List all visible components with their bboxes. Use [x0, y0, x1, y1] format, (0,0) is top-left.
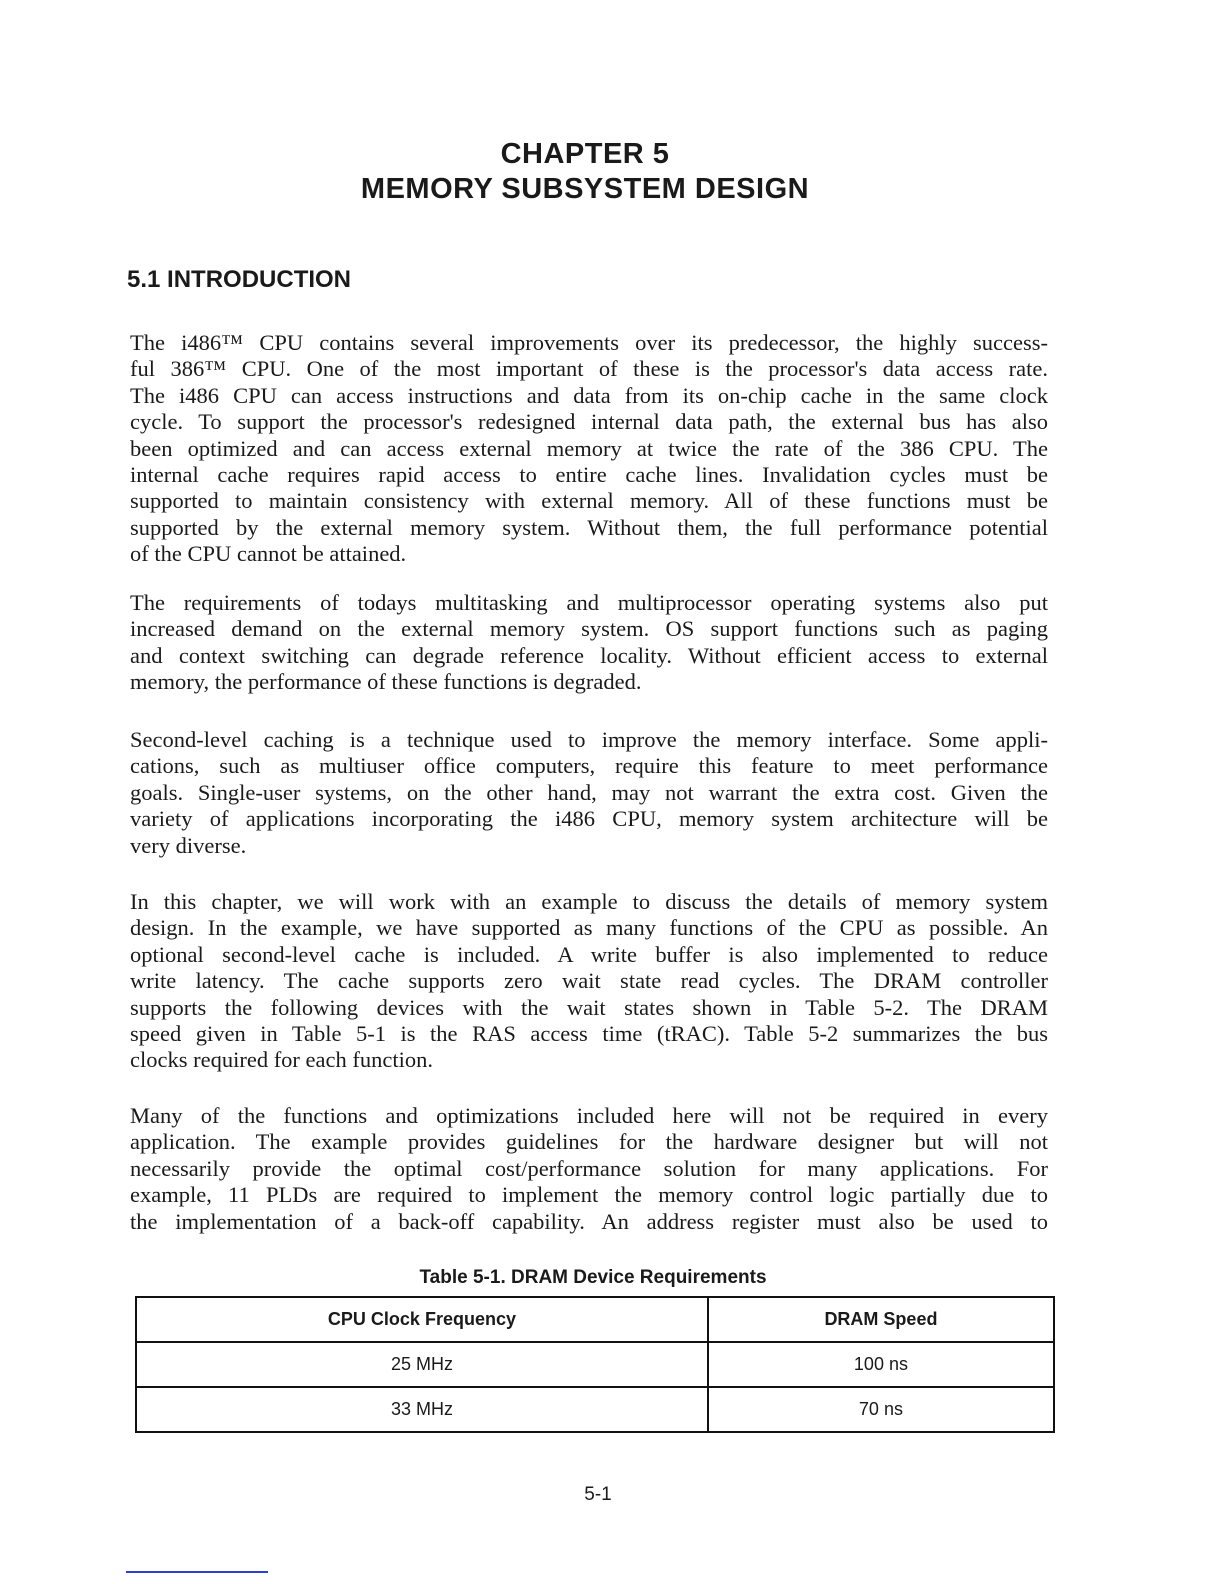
column-header: CPU Clock Frequency: [136, 1297, 708, 1342]
paragraph-line: Second-level caching is a technique used to improve the memory interface. Some appli-: [130, 727, 1048, 752]
body-paragraph: [130, 1103, 1048, 1235]
paragraph-line: The i486 CPU can access instructions and data from its on-chip cache in the same clock: [130, 382, 1048, 408]
body-paragraph: [130, 330, 1048, 568]
paragraph-line: internal cache requires rapid access to entire cache lines. Invalidation cycles must be: [130, 461, 1048, 487]
paragraph-line: Many of the functions and optimizations included here will not be required in every: [130, 1103, 1048, 1128]
paragraph-line: The requirements of todays multitasking and multiprocessor operating systems also put: [130, 590, 1048, 615]
paragraph-line: speed given in Table 5-1 is the RAS access time (tRAC). Table 5-2 summarizes the bus: [130, 1020, 1048, 1046]
paragraph-line: and context switching can degrade reference locality. Without efficient access to external: [130, 642, 1048, 668]
chapter-title: MEMORY SUBSYSTEM DESIGN: [360, 173, 810, 205]
table-row: [136, 1342, 1054, 1387]
page-number: 5-1: [584, 1484, 612, 1505]
paragraph-line: design. In the example, we have supported as many functions of the CPU as possible. An: [130, 915, 1048, 941]
paragraph-line: very diverse.: [130, 832, 247, 858]
table-row: [136, 1387, 1054, 1432]
paragraph-line: cations, such as multiuser office computers, require this feature to meet performance: [130, 753, 1048, 779]
paragraph-line: clocks required for each function.: [130, 1047, 433, 1073]
paragraph-line: the implementation of a back-off capability. An address register must also be used to: [130, 1208, 1048, 1234]
section-heading: 5.1 INTRODUCTION: [127, 266, 352, 293]
paragraph-line: supports the following devices with the wait states shown in Table 5-2. The DRAM: [130, 994, 1048, 1020]
paragraph-line: write latency. The cache supports zero wait state read cycles. The DRAM controller: [130, 968, 1048, 994]
paragraph-line: been optimized and can access external memory at twice the rate of the 386 CPU. The: [130, 435, 1048, 461]
paragraph-line: ful 386™ CPU. One of the most important of these is the processor's data access rate.: [130, 356, 1048, 382]
table-header-row: [136, 1297, 1054, 1342]
column-header: DRAM Speed: [708, 1297, 1054, 1342]
paragraph-line: The i486™ CPU contains several improvements over its predecessor, the highly success-: [130, 330, 1048, 355]
paragraph-line: optional second-level cache is included. A write buffer is also implemented to reduce: [130, 941, 1048, 967]
table-cell: 100 ns: [708, 1342, 1054, 1387]
chapter-label: CHAPTER 5: [500, 138, 670, 170]
table-cell: 70 ns: [708, 1387, 1054, 1432]
footer-rule: [126, 1571, 268, 1573]
table-cell: 33 MHz: [136, 1387, 708, 1432]
paragraph-line: application. The example provides guidelines for the hardware designer but will not: [130, 1129, 1048, 1155]
table-caption: Table 5-1. DRAM Device Requirements: [419, 1267, 767, 1288]
body-paragraph: [130, 590, 1048, 696]
paragraph-line: In this chapter, we will work with an example to discuss the details of memory system: [130, 889, 1048, 914]
paragraph-line: memory, the performance of these functions is degraded.: [130, 669, 642, 695]
paragraph-line: of the CPU cannot be attained.: [130, 541, 407, 567]
body-paragraph: [130, 889, 1048, 1074]
paragraph-line: example, 11 PLDs are required to implement the memory control logic partially due to: [130, 1182, 1048, 1208]
table-cell: 25 MHz: [136, 1342, 708, 1387]
dram-requirements-table: [135, 1296, 1055, 1433]
body-paragraph: [130, 727, 1048, 859]
paragraph-line: necessarily provide the optimal cost/performance solution for many applications. For: [130, 1155, 1048, 1181]
paragraph-line: cycle. To support the processor's redesigned internal data path, the external bus has also: [130, 409, 1048, 435]
paragraph-line: increased demand on the external memory system. OS support functions such as paging: [130, 616, 1048, 642]
paragraph-line: supported by the external memory system. Without them, the full performance potential: [130, 514, 1048, 540]
paragraph-line: goals. Single-user systems, on the other hand, may not warrant the extra cost. Given the: [130, 779, 1048, 805]
paragraph-line: variety of applications incorporating the i486 CPU, memory system architecture will be: [130, 806, 1048, 832]
paragraph-line: supported to maintain consistency with external memory. All of these functions must be: [130, 488, 1048, 514]
